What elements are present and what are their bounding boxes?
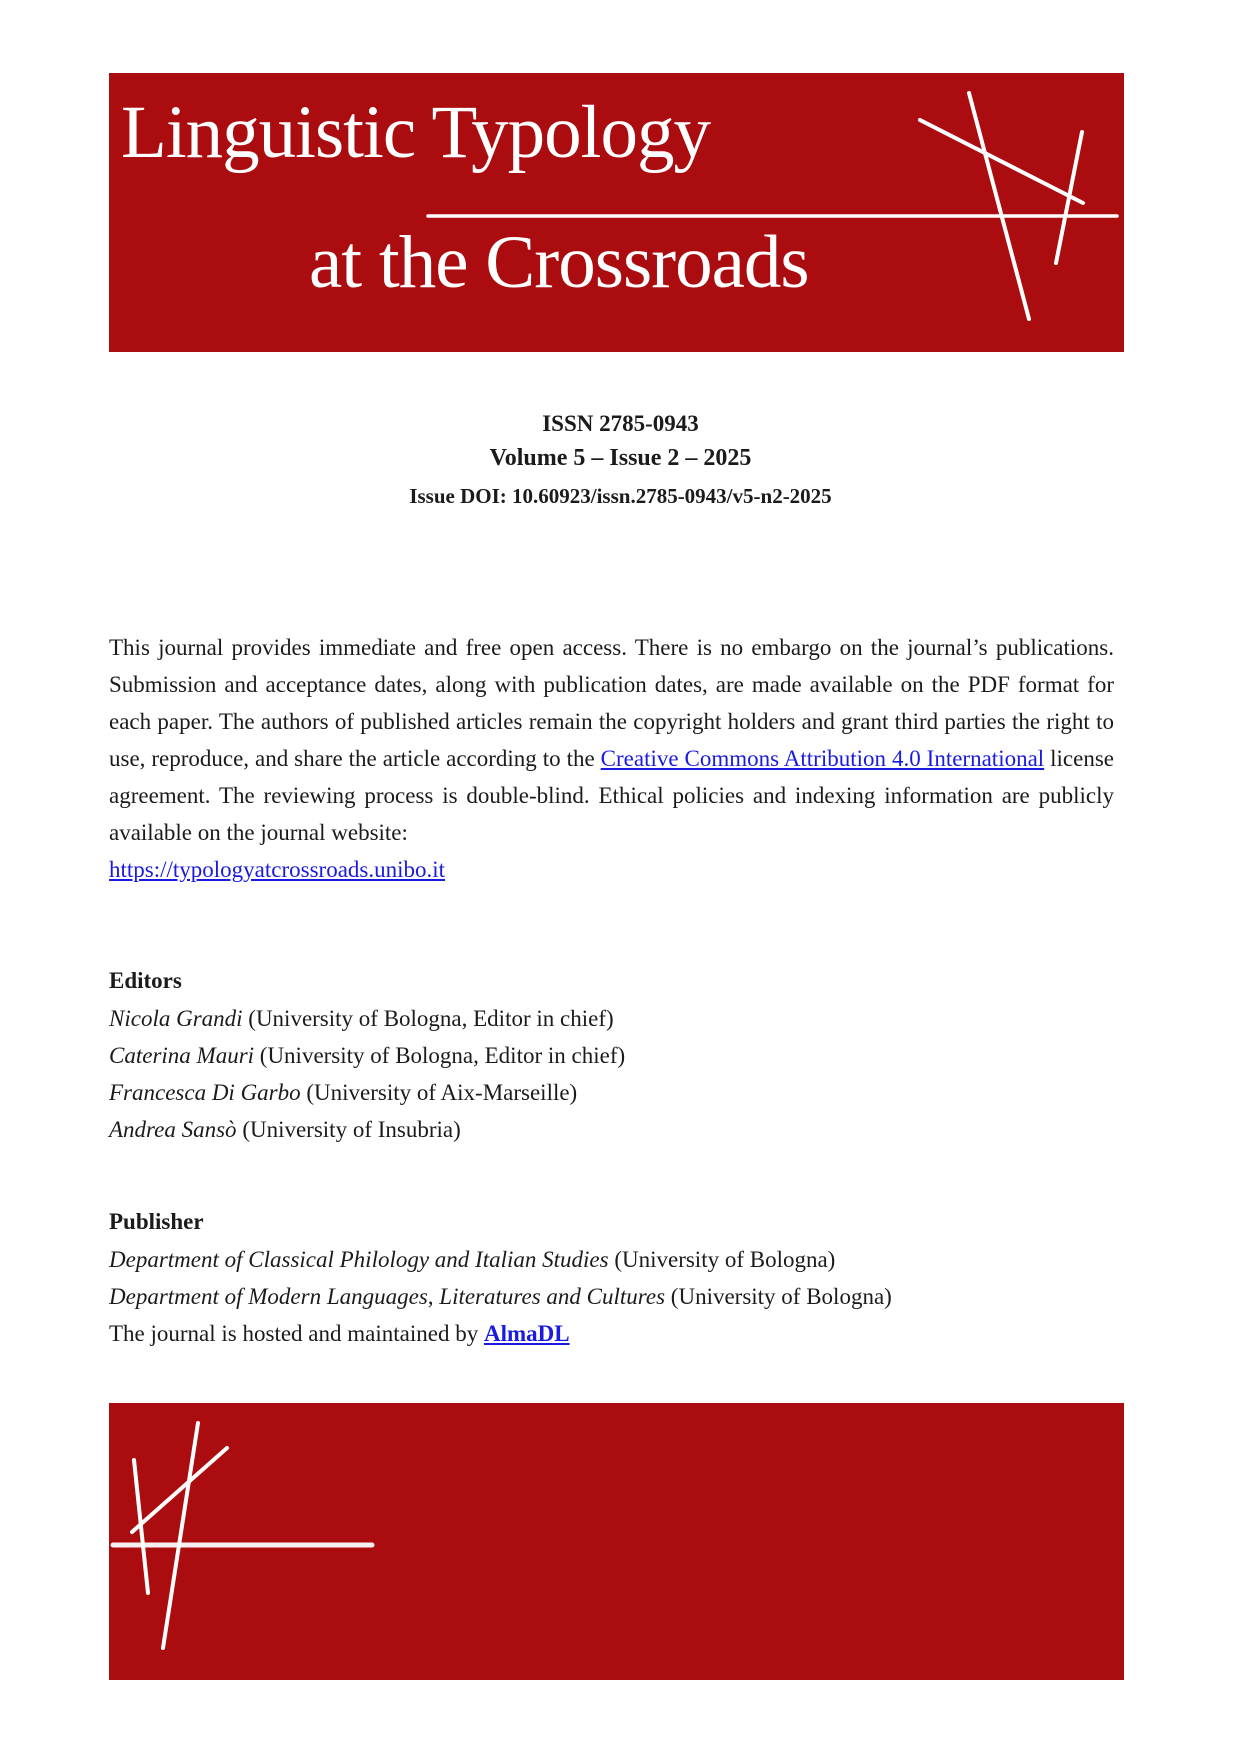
policy-text-before-link: This journal provides immediate and free open access. There is no embargo on the journal’s publications. Submission and acceptance dates, along with publication dates, are made available on the PDF format for each paper. The authors of published articles remain the copyright holders and grant third parties the right to use, reproduce, and share the article according to the xyxy=(109,635,1114,771)
editor-name: Francesca Di Garbo xyxy=(109,1080,301,1105)
crossroads-logo-icon xyxy=(109,73,1124,352)
almadl-link[interactable]: AlmaDL xyxy=(483,1321,570,1346)
open-access-policy-paragraph xyxy=(109,629,1114,888)
creative-commons-license-link[interactable]: Creative Commons Attribution 4.0 International xyxy=(600,746,1045,771)
publisher-heading: Publisher xyxy=(109,1209,204,1234)
editor-row xyxy=(109,1074,1114,1111)
editor-row xyxy=(109,1037,1114,1074)
publisher-department: Department of Modern Languages, Literatures and Cultures xyxy=(109,1284,666,1309)
publisher-department: Department of Classical Philology and Italian Studies xyxy=(109,1247,609,1272)
policy-text-after-link: license agreement. The reviewing process is double-blind. Ethical policies and indexing information are publicly available on the journal website: xyxy=(109,746,1115,845)
editors-heading: Editors xyxy=(109,968,182,993)
publisher-row xyxy=(109,1278,1114,1315)
journal-title-line2: at the Crossroads xyxy=(309,221,809,304)
issue-doi-text: Issue DOI: 10.60923/issn.2785-0943/v5-n2-2025 xyxy=(409,484,832,508)
hosting-row xyxy=(109,1315,1114,1352)
editors-section xyxy=(109,969,1114,1148)
editor-row xyxy=(109,1000,1114,1037)
journal-website-link[interactable]: https://typologyatcrossroads.unibo.it xyxy=(109,857,446,882)
publisher-affiliation: (University of Bologna) xyxy=(608,1247,836,1272)
editor-affiliation: (University of Aix-Marseille) xyxy=(300,1080,578,1105)
issn-text: ISSN 2785-0943 xyxy=(542,411,699,436)
journal-title-line1: Linguistic Typology xyxy=(121,91,710,174)
volume-issue-text: Volume 5 – Issue 2 – 2025 xyxy=(489,445,752,471)
editor-affiliation: (University of Bologna, Editor in chief) xyxy=(254,1043,626,1068)
publisher-row xyxy=(109,1241,1114,1278)
publisher-section xyxy=(109,1210,1114,1352)
journal-banner-top xyxy=(109,73,1124,352)
editor-affiliation: (University of Insubria) xyxy=(236,1117,461,1142)
journal-banner-bottom xyxy=(109,1403,1124,1680)
hosting-text: The journal is hosted and maintained by xyxy=(109,1321,484,1346)
editor-name: Andrea Sansò xyxy=(109,1117,237,1142)
editor-name: Nicola Grandi xyxy=(109,1006,243,1031)
editor-name: Caterina Mauri xyxy=(109,1043,255,1068)
editor-row xyxy=(109,1111,1114,1148)
publisher-affiliation: (University of Bologna) xyxy=(665,1284,892,1309)
editor-affiliation: (University of Bologna, Editor in chief) xyxy=(242,1006,614,1031)
crossroads-logo-icon xyxy=(109,1403,1124,1680)
